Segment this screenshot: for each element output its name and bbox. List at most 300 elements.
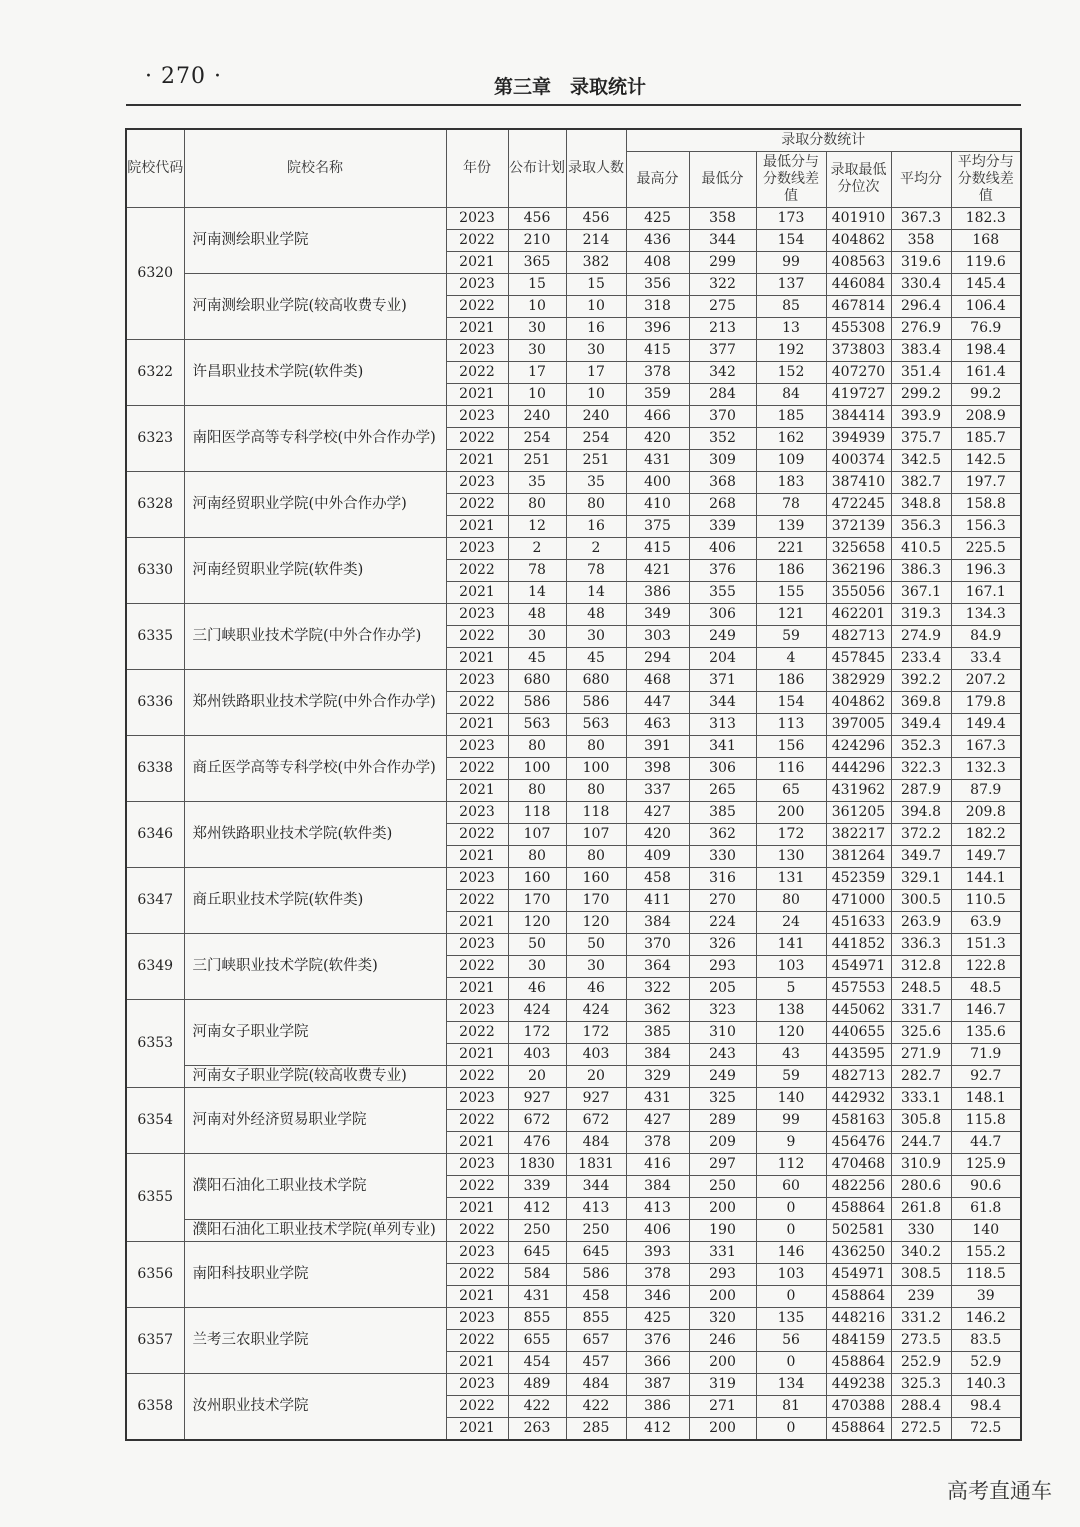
plan-cell: 422 xyxy=(508,1395,566,1417)
min-score-cell: 385 xyxy=(689,801,756,823)
admitted-cell: 30 xyxy=(566,955,626,977)
min-score-cell: 200 xyxy=(689,1285,756,1307)
min-rank-cell: 482713 xyxy=(826,625,891,647)
year-cell: 2023 xyxy=(446,1153,508,1175)
avg-score-cell: 392.2 xyxy=(891,669,951,691)
admitted-cell: 251 xyxy=(566,449,626,471)
admitted-cell: 2 xyxy=(566,537,626,559)
table-row xyxy=(126,207,1021,229)
year-cell: 2021 xyxy=(446,1351,508,1373)
min-rank-cell: 373803 xyxy=(826,339,891,361)
school-code: 6328 xyxy=(126,471,184,537)
max-score-cell: 411 xyxy=(626,889,689,911)
header-min-diff: 最低分与分数线差值 xyxy=(756,151,826,207)
plan-cell: 118 xyxy=(508,801,566,823)
max-score-cell: 384 xyxy=(626,911,689,933)
year-cell: 2021 xyxy=(446,449,508,471)
plan-cell: 46 xyxy=(508,977,566,999)
avg-diff-cell: 99.2 xyxy=(951,383,1021,405)
plan-cell: 172 xyxy=(508,1021,566,1043)
admitted-cell: 80 xyxy=(566,779,626,801)
max-score-cell: 458 xyxy=(626,867,689,889)
min-score-cell: 306 xyxy=(689,757,756,779)
school-name: 兰考三农职业学院 xyxy=(184,1307,446,1373)
avg-score-cell: 244.7 xyxy=(891,1131,951,1153)
avg-diff-cell: 208.9 xyxy=(951,405,1021,427)
admitted-cell: 344 xyxy=(566,1175,626,1197)
table-row xyxy=(126,339,1021,361)
min-score-cell: 249 xyxy=(689,1065,756,1087)
min-rank-cell: 382929 xyxy=(826,669,891,691)
table-row xyxy=(126,801,1021,823)
admitted-cell: 78 xyxy=(566,559,626,581)
table-row xyxy=(126,471,1021,493)
plan-cell: 15 xyxy=(508,273,566,295)
min-rank-cell: 462201 xyxy=(826,603,891,625)
avg-diff-cell: 122.8 xyxy=(951,955,1021,977)
avg-score-cell: 280.6 xyxy=(891,1175,951,1197)
min-diff-cell: 0 xyxy=(756,1219,826,1241)
plan-cell: 680 xyxy=(508,669,566,691)
min-diff-cell: 0 xyxy=(756,1197,826,1219)
min-rank-cell: 372139 xyxy=(826,515,891,537)
header-rule xyxy=(126,104,1021,106)
year-cell: 2021 xyxy=(446,251,508,273)
min-score-cell: 371 xyxy=(689,669,756,691)
min-score-cell: 204 xyxy=(689,647,756,669)
min-rank-cell: 362196 xyxy=(826,559,891,581)
avg-diff-cell: 207.2 xyxy=(951,669,1021,691)
min-score-cell: 331 xyxy=(689,1241,756,1263)
min-diff-cell: 103 xyxy=(756,1263,826,1285)
school-name: 三门峡职业技术学院(中外合作办学) xyxy=(184,603,446,669)
admitted-cell: 160 xyxy=(566,867,626,889)
min-score-cell: 355 xyxy=(689,581,756,603)
plan-cell: 563 xyxy=(508,713,566,735)
min-diff-cell: 78 xyxy=(756,493,826,515)
year-cell: 2023 xyxy=(446,933,508,955)
min-diff-cell: 59 xyxy=(756,1065,826,1087)
plan-cell: 14 xyxy=(508,581,566,603)
min-diff-cell: 99 xyxy=(756,1109,826,1131)
admitted-cell: 50 xyxy=(566,933,626,955)
max-score-cell: 359 xyxy=(626,383,689,405)
avg-score-cell: 358 xyxy=(891,229,951,251)
min-rank-cell: 446084 xyxy=(826,273,891,295)
plan-cell: 672 xyxy=(508,1109,566,1131)
table-row xyxy=(126,603,1021,625)
admitted-cell: 172 xyxy=(566,1021,626,1043)
min-score-cell: 289 xyxy=(689,1109,756,1131)
min-diff-cell: 0 xyxy=(756,1351,826,1373)
year-cell: 2023 xyxy=(446,537,508,559)
min-score-cell: 330 xyxy=(689,845,756,867)
min-score-cell: 297 xyxy=(689,1153,756,1175)
avg-diff-cell: 39 xyxy=(951,1285,1021,1307)
max-score-cell: 349 xyxy=(626,603,689,625)
avg-score-cell: 325.6 xyxy=(891,1021,951,1043)
avg-score-cell: 248.5 xyxy=(891,977,951,999)
max-score-cell: 391 xyxy=(626,735,689,757)
avg-diff-cell: 146.7 xyxy=(951,999,1021,1021)
avg-score-cell: 312.8 xyxy=(891,955,951,977)
min-diff-cell: 155 xyxy=(756,581,826,603)
year-cell: 2022 xyxy=(446,1175,508,1197)
year-cell: 2022 xyxy=(446,889,508,911)
table-row xyxy=(126,537,1021,559)
max-score-cell: 400 xyxy=(626,471,689,493)
avg-score-cell: 271.9 xyxy=(891,1043,951,1065)
avg-diff-cell: 135.6 xyxy=(951,1021,1021,1043)
max-score-cell: 427 xyxy=(626,1109,689,1131)
admitted-cell: 484 xyxy=(566,1131,626,1153)
min-rank-cell: 436250 xyxy=(826,1241,891,1263)
min-score-cell: 358 xyxy=(689,207,756,229)
admitted-cell: 80 xyxy=(566,735,626,757)
plan-cell: 454 xyxy=(508,1351,566,1373)
year-cell: 2023 xyxy=(446,405,508,427)
school-name: 河南对外经济贸易职业学院 xyxy=(184,1087,446,1153)
min-diff-cell: 80 xyxy=(756,889,826,911)
max-score-cell: 409 xyxy=(626,845,689,867)
year-cell: 2021 xyxy=(446,779,508,801)
avg-diff-cell: 161.4 xyxy=(951,361,1021,383)
table-row xyxy=(126,735,1021,757)
admitted-cell: 422 xyxy=(566,1395,626,1417)
max-score-cell: 294 xyxy=(626,647,689,669)
max-score-cell: 370 xyxy=(626,933,689,955)
admitted-cell: 657 xyxy=(566,1329,626,1351)
avg-diff-cell: 44.7 xyxy=(951,1131,1021,1153)
max-score-cell: 337 xyxy=(626,779,689,801)
min-rank-cell: 361205 xyxy=(826,801,891,823)
year-cell: 2023 xyxy=(446,273,508,295)
min-rank-cell: 382217 xyxy=(826,823,891,845)
year-cell: 2022 xyxy=(446,493,508,515)
avg-score-cell: 274.9 xyxy=(891,625,951,647)
max-score-cell: 396 xyxy=(626,317,689,339)
plan-cell: 424 xyxy=(508,999,566,1021)
plan-cell: 476 xyxy=(508,1131,566,1153)
avg-diff-cell: 149.7 xyxy=(951,845,1021,867)
min-rank-cell: 445062 xyxy=(826,999,891,1021)
plan-cell: 645 xyxy=(508,1241,566,1263)
min-diff-cell: 141 xyxy=(756,933,826,955)
avg-diff-cell: 196.3 xyxy=(951,559,1021,581)
plan-cell: 1830 xyxy=(508,1153,566,1175)
admitted-cell: 672 xyxy=(566,1109,626,1131)
year-cell: 2022 xyxy=(446,427,508,449)
min-diff-cell: 103 xyxy=(756,955,826,977)
school-code: 6349 xyxy=(126,933,184,999)
avg-diff-cell: 106.4 xyxy=(951,295,1021,317)
min-diff-cell: 99 xyxy=(756,251,826,273)
avg-diff-cell: 146.2 xyxy=(951,1307,1021,1329)
avg-score-cell: 331.2 xyxy=(891,1307,951,1329)
min-diff-cell: 85 xyxy=(756,295,826,317)
avg-score-cell: 383.4 xyxy=(891,339,951,361)
admitted-cell: 285 xyxy=(566,1417,626,1440)
max-score-cell: 364 xyxy=(626,955,689,977)
admitted-cell: 250 xyxy=(566,1219,626,1241)
min-diff-cell: 146 xyxy=(756,1241,826,1263)
min-score-cell: 339 xyxy=(689,515,756,537)
avg-diff-cell: 115.8 xyxy=(951,1109,1021,1131)
min-score-cell: 306 xyxy=(689,603,756,625)
header-score-group: 录取分数统计 xyxy=(626,129,1021,151)
year-cell: 2023 xyxy=(446,471,508,493)
min-score-cell: 284 xyxy=(689,383,756,405)
admitted-cell: 10 xyxy=(566,295,626,317)
year-cell: 2022 xyxy=(446,823,508,845)
year-cell: 2023 xyxy=(446,207,508,229)
year-cell: 2023 xyxy=(446,339,508,361)
min-diff-cell: 162 xyxy=(756,427,826,449)
plan-cell: 927 xyxy=(508,1087,566,1109)
avg-diff-cell: 209.8 xyxy=(951,801,1021,823)
avg-score-cell: 349.7 xyxy=(891,845,951,867)
min-diff-cell: 186 xyxy=(756,559,826,581)
max-score-cell: 376 xyxy=(626,1329,689,1351)
min-score-cell: 275 xyxy=(689,295,756,317)
max-score-cell: 415 xyxy=(626,537,689,559)
plan-cell: 263 xyxy=(508,1417,566,1440)
header-avg-diff: 平均分与分数线差值 xyxy=(951,151,1021,207)
year-cell: 2023 xyxy=(446,1373,508,1395)
plan-cell: 251 xyxy=(508,449,566,471)
avg-diff-cell: 179.8 xyxy=(951,691,1021,713)
admitted-cell: 45 xyxy=(566,647,626,669)
plan-cell: 80 xyxy=(508,779,566,801)
year-cell: 2023 xyxy=(446,801,508,823)
min-diff-cell: 154 xyxy=(756,229,826,251)
max-score-cell: 463 xyxy=(626,713,689,735)
max-score-cell: 356 xyxy=(626,273,689,295)
min-rank-cell: 449238 xyxy=(826,1373,891,1395)
admitted-cell: 80 xyxy=(566,845,626,867)
school-code: 6355 xyxy=(126,1153,184,1241)
avg-diff-cell: 119.6 xyxy=(951,251,1021,273)
min-score-cell: 246 xyxy=(689,1329,756,1351)
admitted-cell: 240 xyxy=(566,405,626,427)
avg-score-cell: 342.5 xyxy=(891,449,951,471)
year-cell: 2023 xyxy=(446,669,508,691)
plan-cell: 30 xyxy=(508,625,566,647)
plan-cell: 170 xyxy=(508,889,566,911)
avg-score-cell: 305.8 xyxy=(891,1109,951,1131)
min-score-cell: 316 xyxy=(689,867,756,889)
plan-cell: 20 xyxy=(508,1065,566,1087)
avg-diff-cell: 142.5 xyxy=(951,449,1021,471)
avg-score-cell: 325.3 xyxy=(891,1373,951,1395)
min-rank-cell: 387410 xyxy=(826,471,891,493)
plan-cell: 431 xyxy=(508,1285,566,1307)
plan-cell: 855 xyxy=(508,1307,566,1329)
max-score-cell: 416 xyxy=(626,1153,689,1175)
min-rank-cell: 458864 xyxy=(826,1417,891,1440)
year-cell: 2022 xyxy=(446,955,508,977)
min-score-cell: 323 xyxy=(689,999,756,1021)
avg-score-cell: 299.2 xyxy=(891,383,951,405)
admitted-cell: 456 xyxy=(566,207,626,229)
min-score-cell: 325 xyxy=(689,1087,756,1109)
plan-cell: 50 xyxy=(508,933,566,955)
admitted-cell: 1831 xyxy=(566,1153,626,1175)
min-rank-cell: 397005 xyxy=(826,713,891,735)
max-score-cell: 366 xyxy=(626,1351,689,1373)
min-diff-cell: 183 xyxy=(756,471,826,493)
min-score-cell: 309 xyxy=(689,449,756,471)
min-score-cell: 376 xyxy=(689,559,756,581)
max-score-cell: 387 xyxy=(626,1373,689,1395)
year-cell: 2021 xyxy=(446,845,508,867)
plan-cell: 489 xyxy=(508,1373,566,1395)
admitted-cell: 563 xyxy=(566,713,626,735)
min-diff-cell: 0 xyxy=(756,1285,826,1307)
avg-diff-cell: 185.7 xyxy=(951,427,1021,449)
min-diff-cell: 135 xyxy=(756,1307,826,1329)
avg-diff-cell: 134.3 xyxy=(951,603,1021,625)
min-rank-cell: 470468 xyxy=(826,1153,891,1175)
avg-score-cell: 382.7 xyxy=(891,471,951,493)
min-rank-cell: 467814 xyxy=(826,295,891,317)
plan-cell: 456 xyxy=(508,207,566,229)
min-rank-cell: 444296 xyxy=(826,757,891,779)
min-diff-cell: 120 xyxy=(756,1021,826,1043)
year-cell: 2022 xyxy=(446,1329,508,1351)
min-score-cell: 319 xyxy=(689,1373,756,1395)
admitted-cell: 645 xyxy=(566,1241,626,1263)
min-rank-cell: 458163 xyxy=(826,1109,891,1131)
min-rank-cell: 458864 xyxy=(826,1197,891,1219)
year-cell: 2022 xyxy=(446,361,508,383)
min-diff-cell: 130 xyxy=(756,845,826,867)
avg-score-cell: 263.9 xyxy=(891,911,951,933)
min-rank-cell: 394939 xyxy=(826,427,891,449)
admitted-cell: 46 xyxy=(566,977,626,999)
min-rank-cell: 408563 xyxy=(826,251,891,273)
min-score-cell: 265 xyxy=(689,779,756,801)
avg-diff-cell: 155.2 xyxy=(951,1241,1021,1263)
avg-score-cell: 296.4 xyxy=(891,295,951,317)
avg-diff-cell: 87.9 xyxy=(951,779,1021,801)
min-diff-cell: 221 xyxy=(756,537,826,559)
year-cell: 2021 xyxy=(446,977,508,999)
school-code: 6354 xyxy=(126,1087,184,1153)
year-cell: 2022 xyxy=(446,1395,508,1417)
plan-cell: 240 xyxy=(508,405,566,427)
table-row xyxy=(126,933,1021,955)
admitted-cell: 424 xyxy=(566,999,626,1021)
min-diff-cell: 84 xyxy=(756,383,826,405)
max-score-cell: 415 xyxy=(626,339,689,361)
year-cell: 2021 xyxy=(446,647,508,669)
min-score-cell: 368 xyxy=(689,471,756,493)
min-diff-cell: 137 xyxy=(756,273,826,295)
min-diff-cell: 59 xyxy=(756,625,826,647)
school-name: 商丘职业技术学院(软件类) xyxy=(184,867,446,933)
min-diff-cell: 172 xyxy=(756,823,826,845)
min-diff-cell: 200 xyxy=(756,801,826,823)
school-name: 郑州铁路职业技术学院(中外合作办学) xyxy=(184,669,446,735)
min-rank-cell: 452359 xyxy=(826,867,891,889)
plan-cell: 10 xyxy=(508,295,566,317)
avg-diff-cell: 52.9 xyxy=(951,1351,1021,1373)
max-score-cell: 406 xyxy=(626,1219,689,1241)
min-diff-cell: 4 xyxy=(756,647,826,669)
min-rank-cell: 404862 xyxy=(826,229,891,251)
avg-score-cell: 336.3 xyxy=(891,933,951,955)
plan-cell: 210 xyxy=(508,229,566,251)
year-cell: 2021 xyxy=(446,1131,508,1153)
school-name: 商丘医学高等专科学校(中外合作办学) xyxy=(184,735,446,801)
min-diff-cell: 173 xyxy=(756,207,826,229)
plan-cell: 2 xyxy=(508,537,566,559)
year-cell: 2022 xyxy=(446,691,508,713)
school-name: 濮阳石油化工职业技术学院 xyxy=(184,1153,446,1219)
school-name: 南阳科技职业学院 xyxy=(184,1241,446,1307)
min-rank-cell: 482256 xyxy=(826,1175,891,1197)
year-cell: 2021 xyxy=(446,713,508,735)
avg-diff-cell: 167.3 xyxy=(951,735,1021,757)
table-row xyxy=(126,1153,1021,1175)
avg-diff-cell: 84.9 xyxy=(951,625,1021,647)
min-score-cell: 270 xyxy=(689,889,756,911)
school-code: 6357 xyxy=(126,1307,184,1373)
plan-cell: 254 xyxy=(508,427,566,449)
year-cell: 2021 xyxy=(446,1285,508,1307)
min-score-cell: 200 xyxy=(689,1197,756,1219)
min-score-cell: 313 xyxy=(689,713,756,735)
min-diff-cell: 154 xyxy=(756,691,826,713)
min-rank-cell: 456476 xyxy=(826,1131,891,1153)
avg-diff-cell: 72.5 xyxy=(951,1417,1021,1440)
school-code: 6356 xyxy=(126,1241,184,1307)
min-diff-cell: 56 xyxy=(756,1329,826,1351)
admitted-cell: 403 xyxy=(566,1043,626,1065)
max-score-cell: 431 xyxy=(626,1087,689,1109)
avg-score-cell: 310.9 xyxy=(891,1153,951,1175)
avg-diff-cell: 149.4 xyxy=(951,713,1021,735)
avg-diff-cell: 182.2 xyxy=(951,823,1021,845)
max-score-cell: 408 xyxy=(626,251,689,273)
school-code: 6335 xyxy=(126,603,184,669)
admitted-cell: 120 xyxy=(566,911,626,933)
min-diff-cell: 109 xyxy=(756,449,826,471)
admitted-cell: 30 xyxy=(566,339,626,361)
avg-score-cell: 239 xyxy=(891,1285,951,1307)
min-diff-cell: 121 xyxy=(756,603,826,625)
school-code: 6323 xyxy=(126,405,184,471)
school-name: 汝州职业技术学院 xyxy=(184,1373,446,1440)
avg-diff-cell: 83.5 xyxy=(951,1329,1021,1351)
min-score-cell: 213 xyxy=(689,317,756,339)
min-score-cell: 205 xyxy=(689,977,756,999)
avg-diff-cell: 151.3 xyxy=(951,933,1021,955)
min-diff-cell: 185 xyxy=(756,405,826,427)
plan-cell: 584 xyxy=(508,1263,566,1285)
table-row xyxy=(126,1241,1021,1263)
admitted-cell: 457 xyxy=(566,1351,626,1373)
avg-diff-cell: 132.3 xyxy=(951,757,1021,779)
avg-diff-cell: 197.7 xyxy=(951,471,1021,493)
school-name: 濮阳石油化工职业技术学院(单列专业) xyxy=(184,1219,446,1241)
avg-score-cell: 367.3 xyxy=(891,207,951,229)
admitted-cell: 927 xyxy=(566,1087,626,1109)
plan-cell: 403 xyxy=(508,1043,566,1065)
school-name: 南阳医学高等专科学校(中外合作办学) xyxy=(184,405,446,471)
school-code: 6358 xyxy=(126,1373,184,1440)
